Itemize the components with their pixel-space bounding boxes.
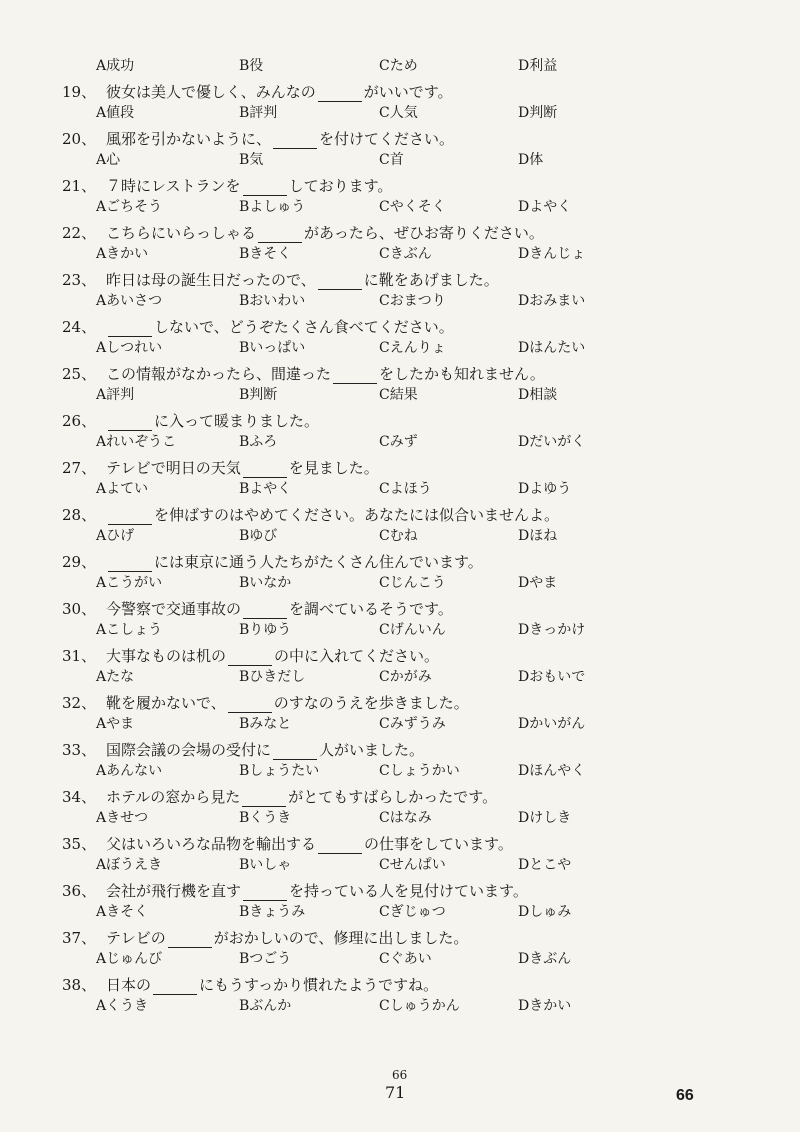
option-c: Cぐあい [379, 951, 432, 967]
option-b: Bいなか [239, 575, 292, 591]
options-row [96, 525, 762, 548]
page-number-mid: 71 [385, 1083, 406, 1102]
option-b: B評判 [239, 105, 278, 121]
option-a: Aきかい [96, 246, 149, 262]
options-row [96, 948, 762, 971]
question-text-post: を付けてください。 [319, 130, 455, 148]
option-b: Bゆび [239, 528, 278, 544]
questions-container [62, 78, 762, 1018]
question-line [62, 783, 762, 807]
option-a: Aこうがい [96, 575, 163, 591]
question-text-post: をしたかも知れません。 [379, 365, 545, 383]
option-a: Aきせつ [96, 810, 149, 826]
option-a: Aぼうえき [96, 857, 163, 873]
option-d: Dほね [518, 528, 558, 544]
question-line [62, 454, 762, 478]
option-a: A評判 [96, 387, 135, 403]
option-a: Aきそく [96, 904, 149, 920]
question-number: 35、 [62, 835, 97, 853]
answer-blank [108, 322, 152, 337]
question-line [62, 407, 762, 431]
option-d: D利益 [518, 58, 558, 74]
question-text-post: がいいです。 [363, 83, 453, 101]
option-b: Bぶんか [239, 998, 292, 1014]
question-line [62, 877, 762, 901]
answer-blank [243, 886, 287, 901]
question-text-post: に入って暖まりました。 [154, 412, 320, 430]
question-text-pre: 大事なものは机の [106, 647, 227, 665]
question-line [62, 360, 762, 384]
question-number: 30、 [62, 600, 97, 618]
question-line [62, 971, 762, 995]
option-c: Cみずうみ [379, 716, 446, 732]
question-text-post: のすなのうえを歩きました。 [273, 694, 469, 712]
question-number: 28、 [62, 506, 97, 524]
question-text-pre: 父はいろいろな品物を輸出する [106, 835, 317, 853]
page-number-big: 66 [676, 1087, 694, 1104]
answer-blank [273, 134, 317, 149]
option-c: Cかがみ [379, 669, 432, 685]
question-text-post: の仕事をしています。 [364, 835, 513, 853]
option-d: Dよゆう [518, 481, 572, 497]
option-d: Dきっかけ [518, 622, 586, 638]
options-row [96, 995, 762, 1018]
options-row [96, 760, 762, 783]
question-text-post: にもうすっかり慣れたようですね。 [199, 976, 439, 994]
question-text-pre: 風邪を引かないように、 [106, 130, 272, 148]
question-text-pre: 今警察で交通事故の [106, 600, 242, 618]
option-a: A値段 [96, 105, 135, 121]
question-text-post: 人がいました。 [319, 741, 425, 759]
options-row [96, 901, 762, 924]
option-c: C首 [379, 152, 404, 168]
option-d: Dよやく [518, 199, 572, 215]
option-d: D判断 [518, 105, 558, 121]
question-text-pre: この情報がなかったら、間違った [106, 365, 332, 383]
option-b: Bりゆう [239, 622, 292, 638]
question-line [62, 736, 762, 760]
options-row [96, 807, 762, 830]
answer-blank [258, 228, 302, 243]
option-a: Aあいさつ [96, 293, 163, 309]
question-number: 34、 [62, 788, 97, 806]
question-text-pre: テレビの [106, 929, 166, 947]
question-text-post: がとてもすばらしかったです。 [288, 788, 498, 806]
question-line [62, 595, 762, 619]
question-text-pre: 靴を履かないで、 [106, 694, 226, 712]
question-number: 19、 [62, 83, 97, 101]
question-line [62, 266, 762, 290]
option-c: Cしゅうかん [379, 998, 460, 1014]
option-d: D体 [518, 152, 544, 168]
question-text-pre: 昨日は母の誕生日だったので、 [106, 271, 316, 289]
question-number: 23、 [62, 271, 97, 289]
question-line [62, 313, 762, 337]
answer-blank [243, 463, 287, 478]
question-text-pre: 彼女は美人で優しく、みんなの [106, 83, 316, 101]
option-a: Aよてい [96, 481, 149, 497]
option-d: Dやま [518, 575, 558, 591]
question-number: 32、 [62, 694, 97, 712]
question-text-post: には東京に通う人たちがたくさん住んでいます。 [154, 553, 483, 571]
options-row [96, 149, 762, 172]
question-line [62, 125, 762, 149]
option-a: Aこしょう [96, 622, 163, 638]
option-d: Dしゅみ [518, 904, 572, 920]
question-line [62, 219, 762, 243]
question-number: 31、 [62, 647, 97, 665]
options-row [96, 572, 762, 595]
answer-blank [318, 839, 362, 854]
question-number: 24、 [62, 318, 97, 336]
question-number: 36、 [62, 882, 97, 900]
option-c: Cげんいん [379, 622, 446, 638]
option-d: Dほんやく [518, 763, 586, 779]
option-b: Bしょうたい [239, 763, 320, 779]
option-c: Cやくそく [379, 199, 446, 215]
question-number: 21、 [62, 177, 97, 195]
answer-blank [108, 510, 152, 525]
question-text-post: の中に入れてください。 [274, 647, 440, 665]
option-b: Bきそく [239, 246, 292, 262]
question-text-post: があったら、ぜひお寄りください。 [304, 224, 544, 242]
option-b: Bきょうみ [239, 904, 306, 920]
option-b: Bおいわい [239, 293, 306, 309]
option-b: Bよしゅう [239, 199, 306, 215]
question-number: 29、 [62, 553, 97, 571]
option-a: Aごちそう [96, 199, 163, 215]
options-row [96, 478, 762, 501]
question-line [62, 501, 762, 525]
question-line [62, 548, 762, 572]
option-b: Bみなと [239, 716, 292, 732]
answer-blank [228, 698, 272, 713]
option-a: Aじゅんび [96, 951, 163, 967]
options-row [96, 384, 762, 407]
option-a: Aしつれい [96, 340, 163, 356]
option-a: Aひげ [96, 528, 135, 544]
option-d: Dきんじょ [518, 246, 586, 262]
answer-blank [108, 416, 152, 431]
question-text-post: しております。 [288, 177, 393, 195]
option-c: Cきぶん [379, 246, 432, 262]
option-c: Cはなみ [379, 810, 432, 826]
option-c: Cじんこう [379, 575, 446, 591]
question-text-pre: こちらにいらっしゃる [106, 224, 257, 242]
question-text-post: を伸ばすのはやめてください。あなたには似合いませんよ。 [154, 506, 560, 524]
option-b: Bいっぱい [239, 340, 306, 356]
question-number: 37、 [62, 929, 97, 947]
option-b: B判断 [239, 387, 278, 403]
answer-blank [318, 87, 362, 102]
question-text-post: に靴をあげました。 [363, 271, 499, 289]
options-row [96, 243, 762, 266]
option-c: Cため [379, 58, 418, 74]
question-line [62, 172, 762, 196]
question-text-pre: 会社が飛行機を直す [106, 882, 242, 900]
question-line [62, 642, 762, 666]
option-d: Dとこや [518, 857, 572, 873]
option-c: Cよほう [379, 481, 432, 497]
option-a: Aあんない [96, 763, 163, 779]
option-d: Dきかい [518, 998, 572, 1014]
answer-blank [333, 369, 377, 384]
option-c: Cみず [379, 434, 418, 450]
option-b: Bひきだし [239, 669, 306, 685]
question-line [62, 689, 762, 713]
answer-blank [243, 181, 287, 196]
question-line [62, 924, 762, 948]
option-c: Cおまつり [379, 293, 446, 309]
question-text-post: しないで、どうぞたくさん食べてください。 [154, 318, 454, 336]
option-b: B気 [239, 152, 264, 168]
options-row [96, 337, 762, 360]
question-number: 22、 [62, 224, 97, 242]
option-d: Dかいがん [518, 716, 586, 732]
option-c: Cしょうかい [379, 763, 460, 779]
answer-blank [228, 651, 272, 666]
question-number: 33、 [62, 741, 97, 759]
option-d: D相談 [518, 387, 558, 403]
option-a: A心 [96, 152, 121, 168]
option-b: B役 [239, 58, 264, 74]
option-d: Dおみまい [518, 293, 586, 309]
options-row [96, 713, 762, 736]
option-d: Dおもいで [518, 669, 586, 685]
answer-blank [153, 980, 197, 995]
options-row [96, 196, 762, 219]
option-c: Cぎじゅつ [379, 904, 446, 920]
question-text-post: を持っている人を見付けています。 [289, 882, 528, 900]
options-row [96, 854, 762, 877]
question-number: 27、 [62, 459, 97, 477]
option-b: Bつごう [239, 951, 292, 967]
option-d: Dはんたい [518, 340, 586, 356]
option-c: C人気 [379, 105, 418, 121]
question-text-pre: テレビで明日の天気 [106, 459, 241, 477]
option-c: Cせんぱい [379, 857, 446, 873]
answer-blank [243, 604, 287, 619]
answer-blank [168, 933, 212, 948]
option-a: Aやま [96, 716, 135, 732]
option-b: Bくうき [239, 810, 292, 826]
answer-blank [108, 557, 152, 572]
option-d: Dきぶん [518, 951, 572, 967]
question-text-pre: ７時にレストランを [106, 177, 241, 195]
options-row [96, 666, 762, 689]
question-text-pre: 日本の [106, 976, 152, 994]
option-a: Aたな [96, 669, 135, 685]
option-c: Cむね [379, 528, 418, 544]
answer-blank [318, 275, 362, 290]
question-text-post: を見ました。 [288, 459, 379, 477]
question-number: 38、 [62, 976, 97, 994]
question-number: 25、 [62, 365, 97, 383]
option-c: C結果 [379, 387, 418, 403]
answer-blank [273, 745, 317, 760]
question-line [62, 78, 762, 102]
question-number: 26、 [62, 412, 97, 430]
option-a: A成功 [96, 58, 135, 74]
options-row [96, 290, 762, 313]
question-number: 20、 [62, 130, 97, 148]
option-a: Aくうき [96, 998, 149, 1014]
question-line [62, 830, 762, 854]
options-row [96, 619, 762, 642]
question-text-pre: 国際会議の会場の受付に [106, 741, 272, 759]
option-a: Aれいぞうこ [96, 434, 177, 450]
options-row-18 [96, 55, 762, 78]
option-c: Cえんりょ [379, 340, 446, 356]
question-text-post: を調べているそうです。 [289, 600, 453, 618]
answer-blank [242, 792, 286, 807]
question-text-post: がおかしいので、修理に出しました。 [213, 929, 469, 947]
option-d: Dだいがく [518, 434, 586, 450]
question-list [62, 55, 762, 1018]
options-row [96, 102, 762, 125]
option-b: Bいしゃ [239, 857, 292, 873]
option-b: Bよやく [239, 481, 292, 497]
option-b: Bふろ [239, 434, 278, 450]
options-row [96, 431, 762, 454]
page-number-small: 66 [392, 1068, 408, 1082]
question-text-pre: ホテルの窓から見た [106, 788, 241, 806]
option-d: Dけしき [518, 810, 572, 826]
